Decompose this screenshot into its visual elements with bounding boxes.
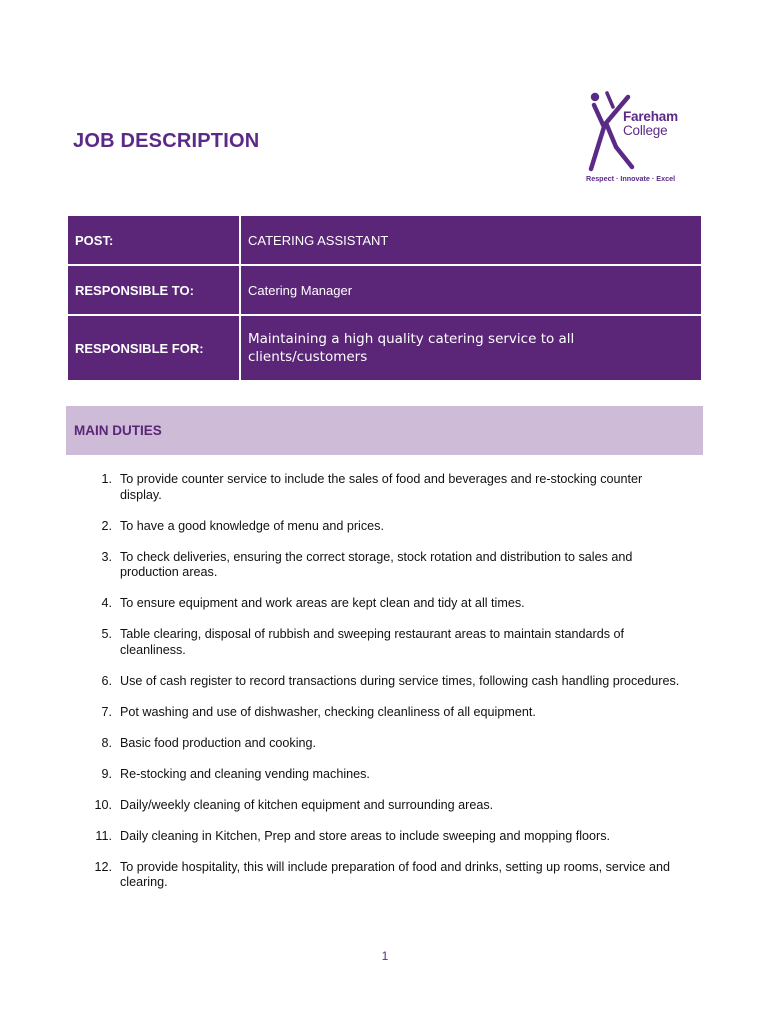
item-number: 8.: [101, 735, 112, 750]
info-row-post: [67, 215, 702, 265]
logo-name-line1: Fareham: [623, 109, 678, 124]
info-value: CATERING ASSISTANT: [240, 215, 702, 265]
college-logo: [585, 87, 693, 191]
item-number: 7.: [101, 704, 112, 719]
item-number: 2.: [101, 518, 112, 533]
item-number: 12.: [94, 859, 112, 874]
list-item: [94, 705, 684, 721]
item-text: To have a good knowledge of menu and prices.: [120, 518, 384, 533]
info-value: Maintaining a high quality catering service to all clients/customers: [240, 315, 702, 381]
item-text: Daily cleaning in Kitchen, Prep and store areas to include sweeping and mopping floors.: [120, 828, 611, 843]
list-item: [94, 860, 684, 891]
item-text: To check deliveries, ensuring the correct storage, stock rotation and distribution to sales and production areas.: [120, 549, 633, 579]
logo-tagline: Respect · Innovate · Excel: [586, 174, 676, 183]
item-text: Table clearing, disposal of rubbish and sweeping restaurant areas to maintain standards of cleanliness.: [120, 627, 625, 657]
info-label: RESPONSIBLE TO:: [67, 265, 240, 315]
item-number: 3.: [101, 549, 112, 564]
logo-name-line2: College: [623, 123, 668, 138]
page-number: 1: [381, 949, 389, 963]
list-item: [94, 627, 684, 658]
info-row-responsible-for: [67, 315, 702, 381]
main-duties-heading: MAIN DUTIES: [74, 423, 162, 438]
duties-list: [94, 472, 684, 906]
job-info-table: [66, 214, 703, 382]
list-item: [94, 550, 684, 581]
list-item: [94, 472, 684, 503]
item-text: To provide hospitality, this will include preparation of food and drinks, setting up rooms, service and clearing.: [120, 859, 670, 889]
info-value: Catering Manager: [240, 265, 702, 315]
page-title: JOB DESCRIPTION: [73, 130, 260, 152]
item-text: To ensure equipment and work areas are kept clean and tidy at all times.: [120, 596, 525, 610]
item-text: Use of cash register to record transactions during service times, following cash handling procedures.: [120, 673, 680, 688]
item-number: 10.: [94, 797, 112, 812]
item-text: Basic food production and cooking.: [120, 735, 317, 750]
item-number: 11.: [95, 828, 112, 843]
item-text: Re-stocking and cleaning vending machines.: [120, 766, 370, 781]
item-number: 6.: [101, 673, 112, 688]
info-label: RESPONSIBLE FOR:: [67, 315, 240, 381]
item-text: To provide counter service to include the sales of food and beverages and re-stocking counter display.: [120, 472, 643, 502]
list-item: [94, 767, 684, 783]
list-item: [94, 798, 684, 814]
logo-name: [623, 110, 678, 138]
info-row-responsible-to: [67, 265, 702, 315]
info-label: POST:: [67, 215, 240, 265]
item-text: Daily/weekly cleaning of kitchen equipment and surrounding areas.: [120, 797, 494, 812]
item-number: 9.: [101, 766, 112, 781]
item-text: Pot washing and use of dishwasher, checking cleanliness of all equipment.: [120, 704, 536, 719]
item-number: 1.: [101, 472, 112, 486]
list-item: [94, 829, 684, 845]
list-item: [94, 596, 684, 612]
main-duties-header: [66, 406, 703, 455]
item-number: 4.: [101, 596, 112, 610]
list-item: [94, 674, 684, 690]
list-item: [94, 519, 684, 535]
list-item: [94, 736, 684, 752]
item-number: 5.: [101, 627, 112, 641]
